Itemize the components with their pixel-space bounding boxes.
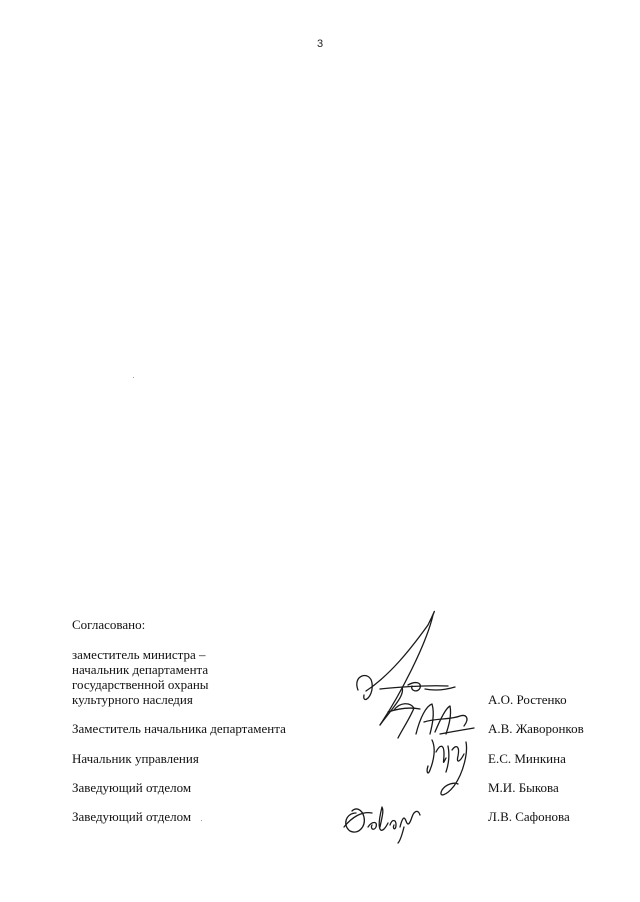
signatory-name: Л.В. Сафонова bbox=[488, 809, 570, 824]
page-number: 3 bbox=[316, 38, 324, 50]
signatory-name: А.В. Жаворонков bbox=[488, 721, 584, 736]
signature-minkina bbox=[418, 732, 476, 800]
scan-speck bbox=[133, 377, 134, 378]
approval-heading: Согласовано: bbox=[72, 617, 146, 632]
signatory-name: Е.С. Минкина bbox=[488, 751, 566, 766]
scan-speck bbox=[201, 820, 202, 821]
position-title: Заведующий отделом bbox=[72, 780, 192, 795]
position-title: Начальник управления bbox=[72, 751, 199, 766]
position-title: заместитель министра – начальник департамента государственной охраны культурного наследия bbox=[72, 647, 209, 707]
position-title: Заведующий отделом bbox=[72, 809, 192, 824]
signatory-name: М.И. Быкова bbox=[488, 780, 559, 795]
position-title: Заместитель начальника департамента bbox=[72, 721, 286, 736]
signature-safonova bbox=[338, 797, 422, 845]
signatory-name: А.О. Ростенко bbox=[488, 692, 567, 707]
